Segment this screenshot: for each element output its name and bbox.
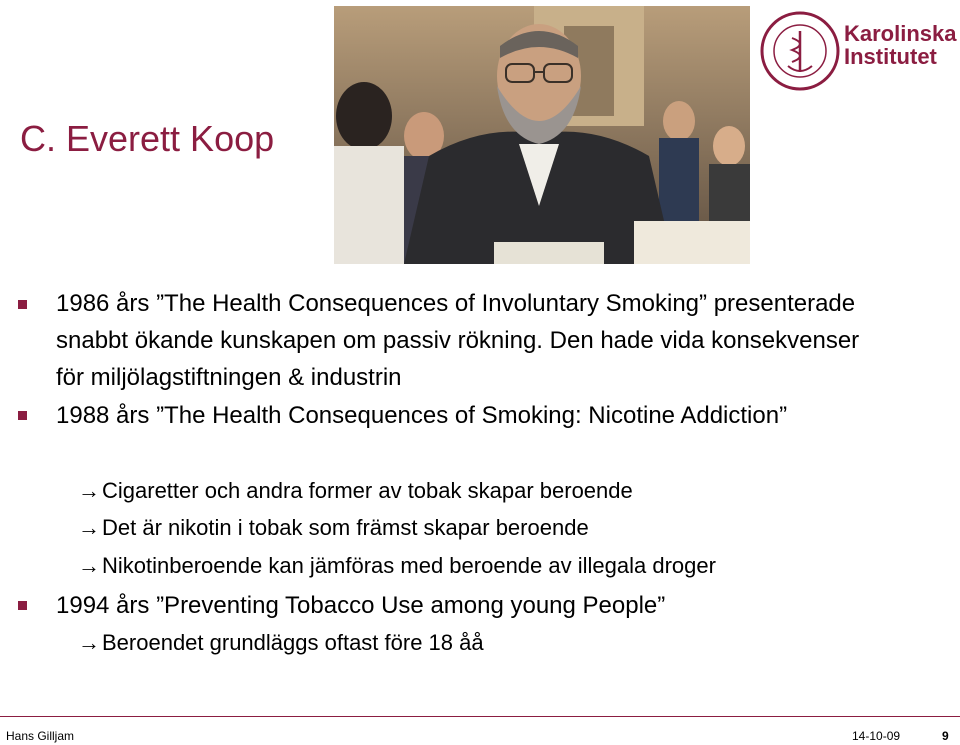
footer-divider bbox=[0, 716, 960, 717]
bullet-1988: 1988 års ”The Health Consequences of Smoking: Nicotine Addiction” bbox=[56, 402, 788, 429]
page-number: 9 bbox=[942, 729, 949, 743]
logo-name-line1: Karolinska bbox=[844, 21, 957, 46]
sub-bullet bbox=[78, 551, 716, 581]
footer-author: Hans Gilljam bbox=[6, 729, 75, 743]
slide-title: C. Everett Koop bbox=[20, 118, 275, 159]
hearing-photo-illustration bbox=[334, 6, 750, 264]
bullet-square-icon bbox=[18, 300, 27, 309]
bullet-1986: 1986 års ”The Health Consequences of Involuntary Smoking” presenterade snabbt ökande kunskapen om passiv rökning. Den hade vida konsekvenser för miljölagstiftningen & industrin bbox=[56, 290, 860, 391]
sub-bullet bbox=[78, 628, 484, 658]
karolinska-seal-icon bbox=[758, 6, 842, 96]
arrow-right-icon: → bbox=[78, 630, 100, 655]
sub-bullet bbox=[78, 476, 633, 506]
bullet-square-icon bbox=[18, 601, 27, 610]
sub-bullet bbox=[78, 513, 589, 543]
sub-bullet-text: Nikotinberoende kan jämföras med beroende av illegala droger bbox=[102, 553, 716, 578]
bullet-square-icon bbox=[18, 411, 27, 420]
footer-date: 14-10-09 bbox=[852, 729, 901, 743]
karolinska-wordmark bbox=[844, 22, 957, 68]
sub-bullet-text: Beroendet grundläggs oftast före 18 åå bbox=[102, 630, 484, 655]
arrow-right-icon: → bbox=[78, 553, 100, 578]
arrow-right-icon: → bbox=[78, 515, 100, 540]
logo-name-line2: Institutet bbox=[844, 44, 937, 69]
arrow-right-icon: → bbox=[78, 478, 100, 503]
sub-bullet-text: Det är nikotin i tobak som främst skapar beroende bbox=[102, 515, 589, 540]
photo-koop-hearing bbox=[334, 6, 750, 264]
bullet-1994: 1994 års ”Preventing Tobacco Use among young People” bbox=[56, 592, 666, 619]
sub-bullet-text: Cigaretter och andra former av tobak skapar beroende bbox=[102, 478, 633, 503]
